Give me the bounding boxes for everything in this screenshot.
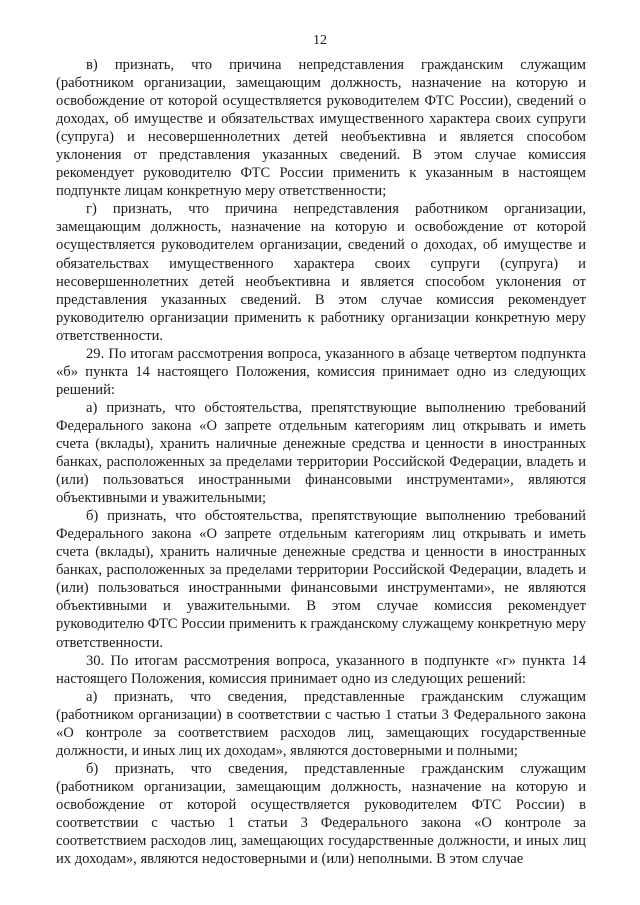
- paragraph-item-30: 30. По итогам рассмотрения вопроса, указанного в подпункте «г» пункта 14 настоящего Положения, комиссия принимает одно из следующих решений:: [56, 652, 586, 687]
- paragraph-subitem-v: в) признать, что причина непредставления гражданским служащим (работником организации, замещающим должность, назначение на которую и освобождение от которой осуществляется руководителем ФТС России), сведений о доходах, об имуществе и обязательствах имущественного характера своих супруги (супруга) и несовершеннолетних детей необъективна и является способом уклонения от представления указанных сведений. В этом случае комиссия рекомендует руководителю ФТС России применить к указанным в настоящем подпункте лицам конкретную меру ответственности;: [56, 57, 586, 200]
- paragraph-item-30-subitem-b: б) признать, что сведения, представленные гражданским служащим (работником организации, замещающим должность, назначение на которую и освобождение от которой осуществляется руководителем ФТС России) в соответствии с частью 1 статьи 3 Федерального закона «О контроле за соответствием расходов лиц, замещающих государственные должности, и иных лиц их доходам», являются недостоверными и (или) неполными. В этом случае: [56, 760, 586, 868]
- paragraph-item-30-subitem-a: а) признать, что сведения, представленные гражданским служащим (работником организации) в соответствии с частью 1 статьи 3 Федерального закона «О контроле за соответствием расходов лиц, замещающих государственные должности, и иных лиц их доходам», являются достоверными и полными;: [56, 688, 586, 759]
- paragraph-item-29-subitem-a: а) признать, что обстоятельства, препятствующие выполнению требований Федерального закона «О запрете отдельным категориям лиц открывать и иметь счета (вклады), хранить наличные денежные средства и ценности в иностранных банках, расположенных за пределами территории Российской Федерации, владеть и (или) пользоваться иностранными финансовыми инструментами», являются объективными и уважительными;: [56, 399, 586, 507]
- paragraph-subitem-g: г) признать, что причина непредставления работником организации, замещающим должность, назначение на которую и освобождение от которой осуществляется руководителем организации, сведений о доходах, об имуществе и обязательствах имущественного характера своих супруги (супруга) и несовершеннолетних детей необъективна и является способом уклонения от представления указанных сведений. В этом случае комиссия рекомендует руководителю организации применить к работнику организации конкретную меру ответственности.: [56, 201, 586, 344]
- document-body: [56, 56, 586, 868]
- page-number: 12: [313, 33, 327, 48]
- paragraph-item-29: 29. По итогам рассмотрения вопроса, указанного в абзаце четвертом подпункта «б» пункта 14 настоящего Положения, комиссия принимает одно из следующих решений:: [56, 345, 586, 398]
- paragraph-item-29-subitem-b: б) признать, что обстоятельства, препятствующие выполнению требований Федерального закона «О запрете отдельным категориям лиц открывать и иметь счета (вклады), хранить наличные денежные средства и ценности в иностранных банках, расположенных за пределами территории Российской Федерации, владеть и (или) пользоваться иностранными финансовыми инструментами», не являются объективными и уважительными. В этом случае комиссия рекомендует руководителю ФТС России применить к гражданскому служащему конкретную меру ответственности.: [56, 508, 586, 651]
